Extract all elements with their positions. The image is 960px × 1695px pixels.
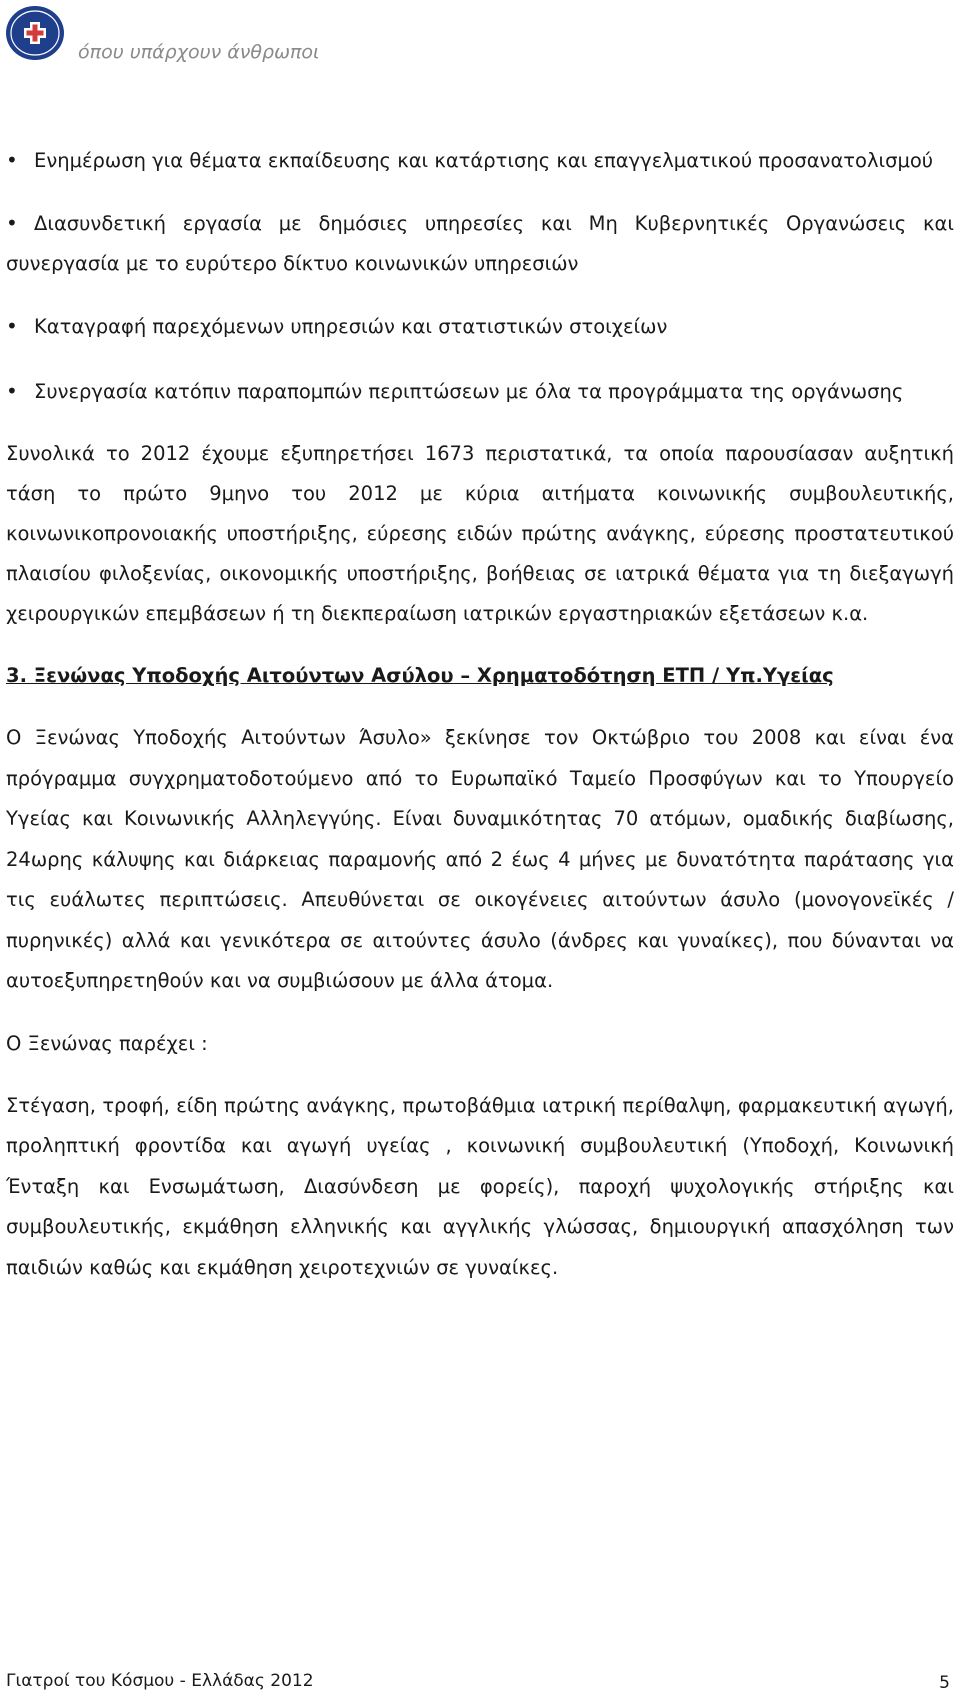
bullet-dot-icon: •	[6, 314, 18, 338]
page-header	[5, 5, 405, 61]
bullet-text: Καταγραφή παρεχόμενων υπηρεσιών και στατιστικών στοιχείων	[34, 315, 668, 338]
organization-logo	[5, 5, 65, 61]
bullet-item	[6, 203, 954, 284]
xenonas-paragraph: Ο Ξενώνας Υποδοχής Αιτούντων Άσυλο» ξεκίνησε τον Οκτώβριο του 2008 και είναι ένα πρόγραμμα συγχρηματοδοτούμενο από το Ευρωπαϊκό Ταμείο Προσφύγων και το Υπουργείο Υγείας και Κοινωνικής Αλληλεγγύης. Είναι δυναμικότητας 70 ατόμων, ομαδικής διαβίωσης, 24ωρης κάλυψης και διάρκειας παραμονής από 2 έως 4 μήνες με δυνατότητα παράτασης για τις ευάλωτες περιπτώσεις. Απευθύνεται σε οικογένειες αιτούντων άσυλο (μονογονεϊκές / πυρηνικές) αλλά και γενικότερα σε αιτούντες άσυλο (άνδρες και γυναίκες), που δύνανται να αυτοεξυπηρετηθούν και να συμβιώσουν με άλλα άτομα.	[6, 726, 954, 992]
bullet-item	[6, 371, 954, 412]
bullet-text: Συνεργασία κατόπιν παραπομπών περιπτώσεων με όλα τα προγράμματα της οργάνωσης	[34, 380, 904, 403]
summary-paragraph: Συνολικά το 2012 έχουμε εξυπηρετήσει 1673 περιστατικά, τα οποία παρουσίασαν αυξητική τάση το πρώτο 9μηνο του 2012 με κύρια αιτήματα κοινωνικής συμβουλευτικής, κοινωνικοπρονοιακής υποστήριξης, εύρεσης ειδών πρώτης ανάγκης, εύρεσης προστατευτικού πλαισίου φιλοξενίας, οικονομικής υποστήριξης, βοήθειας σε ιατρικά θέματα για τη διεξαγωγή χειρουργικών επεμβάσεων ή τη διεκπεραίωση ιατρικών εργαστηριακών εξετάσεων κ.α.	[6, 442, 954, 625]
footer-text: Γιατροί του Κόσμου - Ελλάδας 2012	[6, 1671, 314, 1691]
page-number: 5	[939, 1673, 950, 1693]
section-heading: 3. Ξενώνας Υποδοχής Αιτούντων Ασύλου – Χρηματοδότηση ΕΤΠ / Υπ.Υγείας	[6, 664, 834, 687]
bullet-text: Διασυνδετική εργασία με δημόσιες υπηρεσίες και Μη Κυβερνητικές Οργανώσεις και συνεργασία με το ευρύτερο δίκτυο κοινωνικών υπηρεσιών	[6, 212, 954, 275]
provides-paragraph: Στέγαση, τροφή, είδη πρώτης ανάγκης, πρωτοβάθμια ιατρική περίθαλψη, φαρμακευτική αγωγή, προληπτική φροντίδα και αγωγή υγείας , κοινωνική συμβουλευτική (Υποδοχή, Κοινωνική Ένταξη και Ενσωμάτωση, Διασύνδεση με φορείς), παροχή ψυχολογικής στήριξης και συμβουλευτικής, εκμάθηση ελληνικής και αγγλικής γλώσσας, δημιουργική απασχόληση των παιδιών καθώς και εκμάθηση χειροτεχνιών σε γυναίκες.	[6, 1093, 954, 1279]
provides-intro: Ο Ξενώνας παρέχει :	[6, 1031, 208, 1055]
bullet-dot-icon: •	[6, 148, 18, 172]
bullet-dot-icon: •	[6, 211, 18, 235]
bullet-dot-icon: •	[6, 379, 18, 403]
document-body	[6, 140, 954, 1288]
bullet-text: Ενημέρωση για θέματα εκπαίδευσης και κατάρτισης και επαγγελματικού προσανατολισμού	[34, 149, 934, 172]
bullet-item	[6, 140, 954, 181]
bullet-item	[6, 306, 954, 347]
tagline: όπου υπάρχουν άνθρωποι	[78, 41, 320, 63]
